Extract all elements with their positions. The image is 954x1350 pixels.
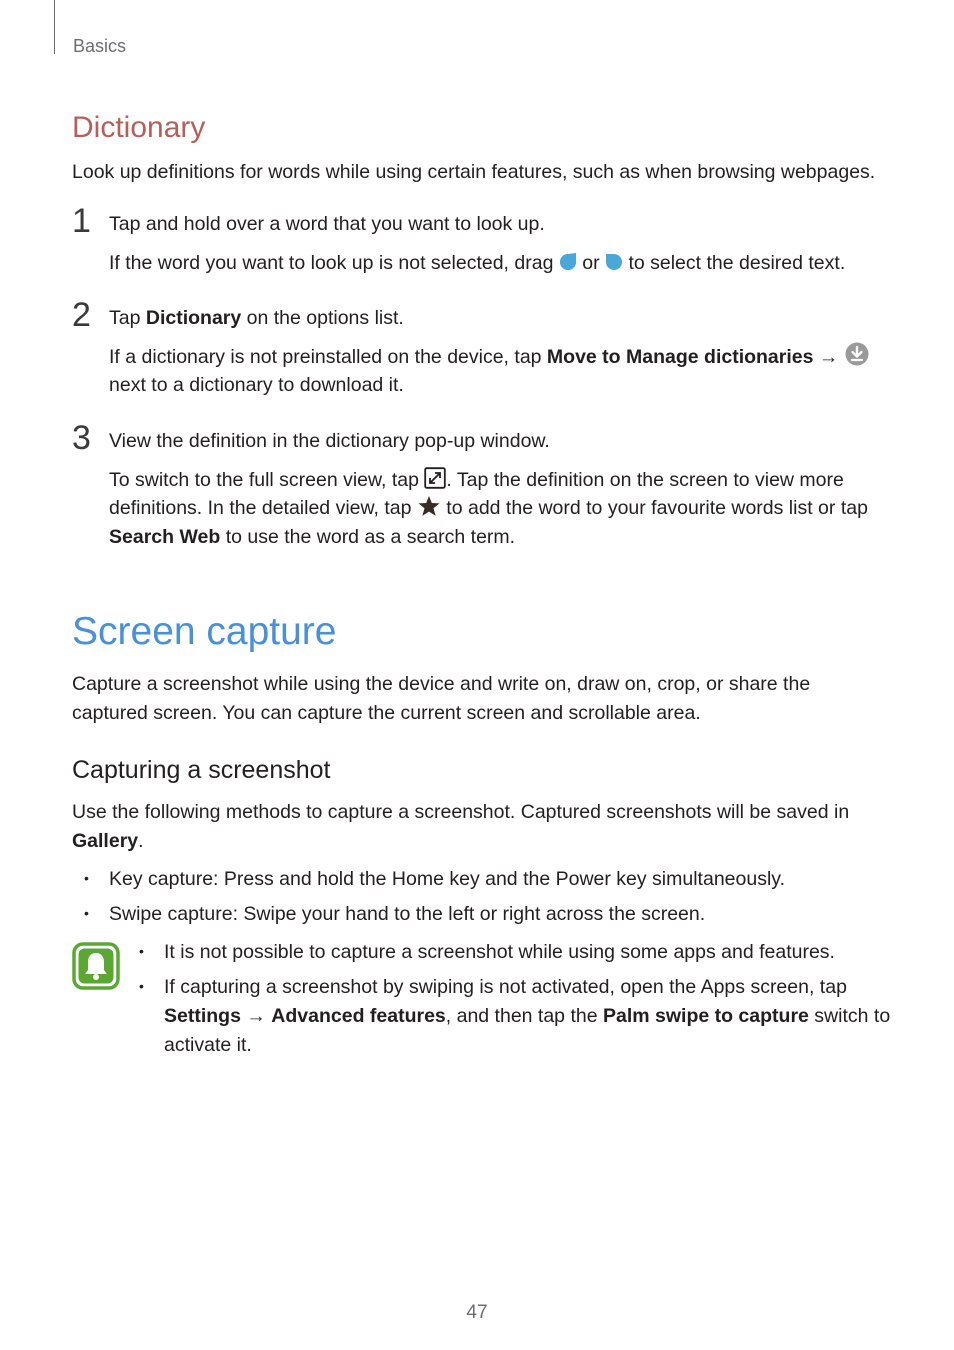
step-3-note-l2b: to add the word to your favourite words list or tap: [440, 497, 868, 519]
screen-capture-intro-line-2: captured screen. You can capture the current screen and scrollable area.: [72, 702, 701, 724]
move-to-manage-dictionaries-label: Move to Manage dictionaries: [546, 346, 814, 368]
step-1-text: Tap and hold over a word that you want to look up.: [109, 213, 545, 235]
step-3-text: View the definition in the dictionary pop-up window.: [109, 430, 550, 452]
step-2-text: [109, 304, 404, 333]
note-2-mid: , and then tap the: [445, 1005, 603, 1027]
note-2-end: switch to: [808, 1005, 891, 1027]
bullet-key-capture: Key capture: Press and hold the Home key and the Power key simultaneously.: [109, 868, 785, 890]
arrow-text: →: [240, 1005, 272, 1027]
note-bell-icon: [72, 942, 120, 995]
selection-handle-right-icon: [605, 252, 623, 281]
section-title-dictionary: Dictionary: [72, 111, 206, 144]
gallery-label: Gallery: [72, 830, 139, 852]
step-2-note-line-2: next to a dictionary to download it.: [109, 374, 404, 396]
methods-line-1: Use the following methods to capture a screenshot. Captured screenshots will be saved in: [72, 801, 850, 823]
section-title-screen-capture: Screen capture: [72, 610, 337, 653]
step-number-3: 3: [72, 419, 91, 457]
step-2-note-a: If a dictionary is not preinstalled on the device, tap: [109, 346, 547, 368]
advanced-features-label: Advanced features: [271, 1005, 446, 1027]
screen-capture-intro-line-1: Capture a screenshot while using the device and write on, draw on, crop, or share the: [72, 673, 811, 695]
step-3-note-line-3: [109, 523, 515, 552]
note-bullet-marker: •: [139, 978, 144, 994]
palm-swipe-label: Palm swipe to capture: [602, 1005, 809, 1027]
note-2-line-1: If capturing a screenshot by swiping is not activated, open the Apps screen, tap: [164, 976, 847, 998]
step-1-note-part-b: or: [576, 252, 606, 274]
step-2-note-line-1: [109, 342, 870, 375]
note-2-line-2: [164, 1002, 890, 1031]
bullet-marker: •: [84, 870, 89, 886]
dictionary-option: Dictionary: [145, 307, 242, 329]
star-icon: [417, 495, 441, 526]
step-2-text-b: on the options list.: [241, 307, 404, 329]
bullet-marker: •: [84, 905, 89, 921]
step-3-note-l1a: To switch to the full screen view, tap: [109, 469, 425, 491]
download-icon: [844, 342, 870, 375]
bullet-swipe-capture: Swipe capture: Swipe your hand to the left or right across the screen.: [109, 903, 706, 925]
step-1-note: [109, 249, 845, 281]
header-rule: [54, 0, 55, 54]
full-screen-icon: [424, 467, 446, 498]
subsection-title-capturing: Capturing a screenshot: [72, 756, 331, 784]
step-3-note-line-2: [109, 494, 868, 526]
selection-handle-left-icon: [559, 252, 577, 281]
search-web-label: Search Web: [109, 526, 221, 548]
note-1: It is not possible to capture a screenshot while using some apps and features.: [164, 941, 835, 963]
step-1-note-part-c: to select the desired text.: [623, 252, 846, 274]
step-2-text-a: Tap: [109, 307, 146, 329]
step-3-note-line-1: [109, 466, 844, 498]
chapter-label: Basics: [73, 36, 127, 56]
step-1-note-part-a: If the word you want to look up is not selected, drag: [109, 252, 559, 274]
page-number: 47: [466, 1302, 488, 1323]
dictionary-intro: Look up definitions for words while using certain features, such as when browsing webpages.: [72, 161, 876, 183]
settings-label: Settings: [164, 1005, 241, 1027]
step-number-1: 1: [72, 202, 91, 240]
note-bullet-marker: •: [139, 943, 144, 959]
step-number-2: 2: [72, 296, 91, 334]
step-3-note-l3b: to use the word as a search term.: [220, 526, 516, 548]
methods-line-2: [72, 827, 144, 856]
arrow-text: →: [813, 346, 844, 368]
step-3-note-l1b: . Tap the definition on the screen to view more: [446, 469, 844, 491]
methods-end: .: [138, 830, 144, 852]
step-3-note-l2a: definitions. In the detailed view, tap: [109, 497, 417, 519]
note-2-line-3: activate it.: [164, 1034, 252, 1056]
